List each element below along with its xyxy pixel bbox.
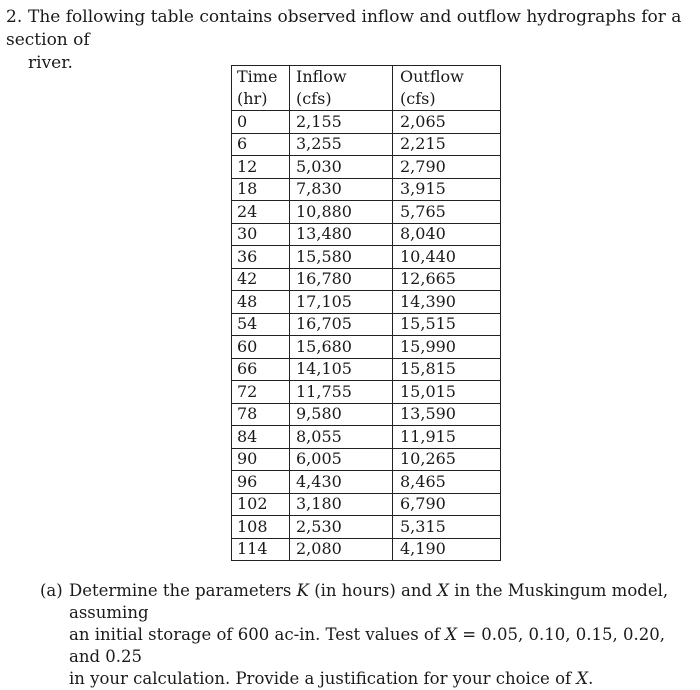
- cell-inflow: 16,705: [290, 313, 393, 336]
- cell-inflow: 10,880: [290, 201, 393, 224]
- cell-inflow: 13,480: [290, 223, 393, 246]
- cell-outflow: 8,465: [393, 471, 501, 494]
- table-row: [232, 426, 501, 449]
- table-header-row-2: [232, 88, 501, 111]
- cell-time: 66: [232, 358, 290, 381]
- table-row: [232, 268, 501, 291]
- cell-outflow: 11,915: [393, 426, 501, 449]
- cell-time: 0: [232, 111, 290, 134]
- header-inflow: Inflow: [290, 66, 393, 89]
- cell-outflow: 3,915: [393, 178, 501, 201]
- table-row: [232, 291, 501, 314]
- cell-time: 84: [232, 426, 290, 449]
- table-row: [232, 538, 501, 561]
- problem-intro-line-1: [6, 6, 696, 52]
- cell-outflow: 2,790: [393, 156, 501, 179]
- cell-outflow: 4,190: [393, 538, 501, 561]
- table-row: [232, 358, 501, 381]
- cell-time: 36: [232, 246, 290, 269]
- cell-outflow: 8,040: [393, 223, 501, 246]
- var-x: X: [437, 581, 450, 600]
- question-a-text: [40, 580, 696, 690]
- cell-inflow: 15,580: [290, 246, 393, 269]
- table-row: [232, 516, 501, 539]
- cell-inflow: 15,680: [290, 336, 393, 359]
- qa-text-1: Determine the parameters: [69, 581, 297, 600]
- header-outflow-unit: (cfs): [393, 88, 501, 111]
- cell-time: 96: [232, 471, 290, 494]
- question-a: [40, 580, 696, 690]
- table-row: [232, 313, 501, 336]
- qa-text-5: = 0.05, 0.10, 0.15, 0.20, and 0.25: [69, 625, 665, 666]
- cell-time: 78: [232, 403, 290, 426]
- cell-inflow: 8,055: [290, 426, 393, 449]
- cell-time: 12: [232, 156, 290, 179]
- qa-text-3: in the Muskingum model, assuming: [69, 581, 669, 622]
- cell-outflow: 15,515: [393, 313, 501, 336]
- cell-outflow: 5,315: [393, 516, 501, 539]
- table-row: [232, 111, 501, 134]
- var-x: X: [576, 669, 589, 688]
- var-k: K: [296, 581, 309, 600]
- cell-time: 42: [232, 268, 290, 291]
- qa-text-6: in your calculation. Provide a justification for your choice of: [69, 669, 577, 688]
- cell-time: 108: [232, 516, 290, 539]
- header-outflow: Outflow: [393, 66, 501, 89]
- problem-intro-text: The following table contains observed inflow and outflow hydrographs for a section of: [6, 7, 682, 50]
- cell-inflow: 2,155: [290, 111, 393, 134]
- qa-text-7: .: [588, 669, 594, 688]
- cell-time: 72: [232, 381, 290, 404]
- cell-outflow: 15,990: [393, 336, 501, 359]
- table-header-row-1: [232, 66, 501, 89]
- cell-outflow: 13,590: [393, 403, 501, 426]
- cell-inflow: 7,830: [290, 178, 393, 201]
- cell-inflow: 3,180: [290, 493, 393, 516]
- cell-outflow: 15,815: [393, 358, 501, 381]
- cell-inflow: 16,780: [290, 268, 393, 291]
- cell-inflow: 6,005: [290, 448, 393, 471]
- header-time: Time: [232, 66, 290, 89]
- cell-time: 114: [232, 538, 290, 561]
- cell-inflow: 3,255: [290, 133, 393, 156]
- cell-inflow: 4,430: [290, 471, 393, 494]
- table-body: [232, 111, 501, 561]
- table-row: [232, 336, 501, 359]
- header-time-unit: (hr): [232, 88, 290, 111]
- cell-outflow: 2,215: [393, 133, 501, 156]
- table-row: [232, 493, 501, 516]
- cell-time: 18: [232, 178, 290, 201]
- table-row: [232, 246, 501, 269]
- var-x: X: [445, 625, 457, 644]
- cell-time: 90: [232, 448, 290, 471]
- cell-outflow: 12,665: [393, 268, 501, 291]
- cell-inflow: 2,080: [290, 538, 393, 561]
- qa-text-4: an initial storage of 600 ac-in. Test values of: [69, 625, 446, 644]
- cell-outflow: 14,390: [393, 291, 501, 314]
- table-row: [232, 471, 501, 494]
- cell-time: 24: [232, 201, 290, 224]
- cell-time: 48: [232, 291, 290, 314]
- hydrograph-table: [231, 65, 501, 561]
- cell-inflow: 5,030: [290, 156, 393, 179]
- cell-time: 30: [232, 223, 290, 246]
- cell-inflow: 11,755: [290, 381, 393, 404]
- cell-inflow: 14,105: [290, 358, 393, 381]
- cell-time: 60: [232, 336, 290, 359]
- cell-outflow: 2,065: [393, 111, 501, 134]
- cell-outflow: 5,765: [393, 201, 501, 224]
- table-row: [232, 201, 501, 224]
- cell-time: 6: [232, 133, 290, 156]
- table-header: [232, 66, 501, 111]
- problem-intro-line-2: river.: [28, 53, 73, 73]
- question-a-label: (a): [40, 581, 63, 600]
- header-inflow-unit: (cfs): [290, 88, 393, 111]
- cell-outflow: 6,790: [393, 493, 501, 516]
- cell-outflow: 10,265: [393, 448, 501, 471]
- table-row: [232, 133, 501, 156]
- cell-outflow: 10,440: [393, 246, 501, 269]
- qa-text-2: (in hours) and: [308, 581, 438, 600]
- table-row: [232, 403, 501, 426]
- table-row: [232, 178, 501, 201]
- table-row: [232, 381, 501, 404]
- table-row: [232, 156, 501, 179]
- cell-inflow: 2,530: [290, 516, 393, 539]
- cell-time: 102: [232, 493, 290, 516]
- cell-time: 54: [232, 313, 290, 336]
- table-row: [232, 448, 501, 471]
- table-row: [232, 223, 501, 246]
- cell-inflow: 17,105: [290, 291, 393, 314]
- problem-number: 2.: [6, 7, 23, 27]
- cell-outflow: 15,015: [393, 381, 501, 404]
- cell-inflow: 9,580: [290, 403, 393, 426]
